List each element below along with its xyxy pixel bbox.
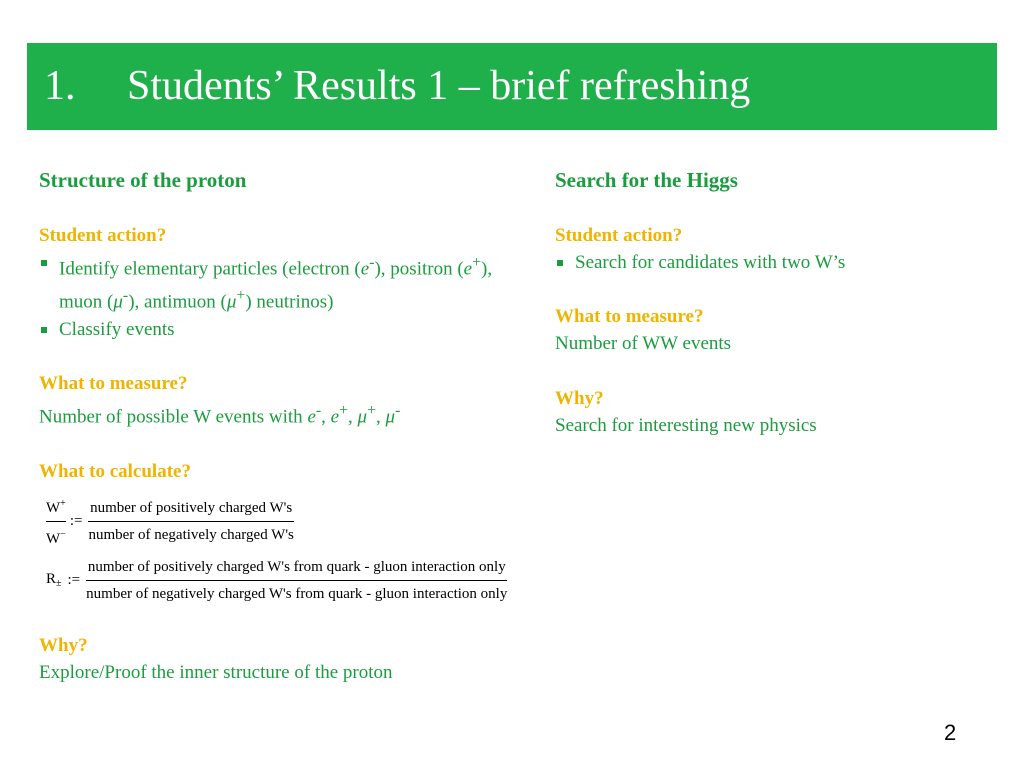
list-item: Identify elementary particles (electron (e-), positron (e+), muon (μ-), antimuon (μ+) neutrinos) (39, 249, 529, 316)
right-action-label: Student action? (555, 225, 683, 246)
title-number: 1. (44, 63, 76, 109)
formula-r-pm: $R_\pm$ := number of positively charged W's from quark - gluon interaction only number of negatively charged W's from quark - gluon interaction only (46, 556, 529, 605)
right-why-label: Why? (555, 388, 604, 409)
page-number: 2 (944, 720, 957, 745)
formulas (39, 493, 529, 605)
right-measure-label: What to measure? (555, 306, 704, 327)
left-measure-text: Number of possible W events with e-, e+, μ+, μ- (39, 401, 401, 427)
formula-ratio: $\frac{W^+}{W^-}$ := $\frac{\text{number of positively charged W's}}{\text{number of negatively charged W's}}$ (46, 493, 529, 550)
right-heading: Search for the Higgs (555, 168, 738, 192)
list-item: Classify events (39, 316, 529, 343)
bullet-square-icon (41, 260, 47, 266)
left-why-text: Explore/Proof the inner structure of the proton (39, 661, 393, 683)
rhs-fraction: number of positively charged W's from quark - gluon interaction only number of negatively charged W's from quark - gluon interaction only (86, 558, 508, 602)
left-action-list (39, 249, 529, 343)
left-calc-label: What to calculate? (39, 460, 191, 482)
left-measure-label: What to measure? (39, 372, 188, 394)
bullet-square-icon (41, 327, 47, 333)
list-item: Search for candidates with two W’s (555, 249, 995, 276)
right-measure-text: Number of WW events (555, 333, 732, 354)
left-heading: Structure of the proton (39, 168, 247, 192)
left-action-label: Student action? (39, 225, 167, 246)
left-column (39, 165, 529, 686)
rhs-fraction: $\frac{\text{number of positively charged W's}}{\text{number of negatively charged W's}}$ (88, 499, 294, 543)
title-bar (27, 43, 997, 130)
right-why-text: Search for interesting new physics (555, 415, 817, 436)
slide-title: Students’ Results 1 – brief refreshing (127, 63, 751, 109)
right-action-list (555, 249, 995, 276)
bullet-square-icon (557, 260, 563, 266)
lhs-fraction: $\frac{W^+}{W^-}$ (46, 497, 66, 547)
left-why-label: Why? (39, 634, 88, 656)
right-column (555, 165, 995, 439)
